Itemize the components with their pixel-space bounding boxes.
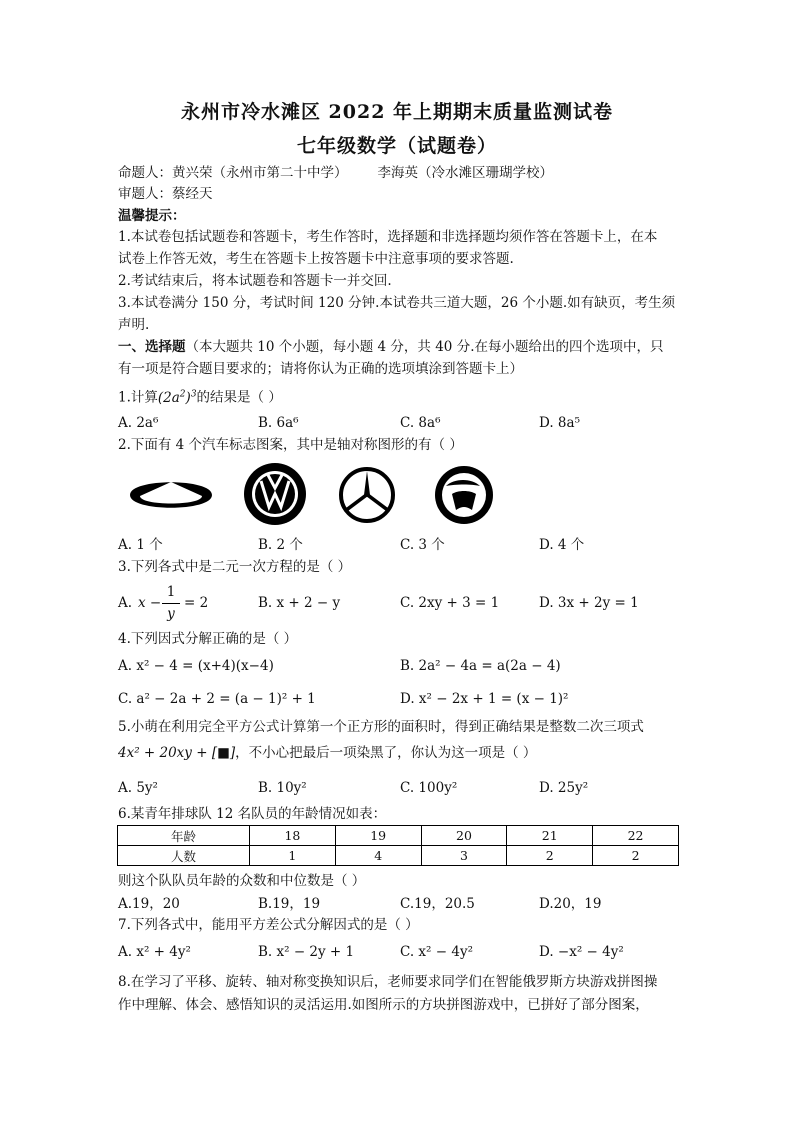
dongfeng-logo-icon: [432, 464, 496, 526]
q1-option-d[interactable]: D. 8a⁵: [539, 415, 580, 431]
q3-option-d[interactable]: D. 3x + 2y = 1: [539, 595, 639, 611]
q3-stem: 3.下列各式中是二元一次方程的是（ ）: [118, 559, 352, 575]
q8-line2: 作中理解、体会、感悟知识的灵活运用.如图所示的方块拼图游戏中，已拼好了部分图案，: [118, 997, 649, 1013]
table-cell: 1: [250, 846, 336, 866]
q3-option-b[interactable]: B. x + 2 − y: [258, 595, 341, 611]
exam-subtitle: 七年级数学（试题卷）: [296, 135, 497, 157]
note-1b: 试卷上作答无效，考生在答题卡上按答题卡中注意事项的要求答题.: [118, 251, 514, 267]
table-cell: 18: [250, 826, 336, 846]
exam-title: 永州市冷水滩区 2022 年上期期末质量监测试卷: [180, 101, 614, 123]
table-cell: 2: [507, 846, 593, 866]
note-3b: 声明.: [118, 317, 150, 333]
q7-option-b[interactable]: B. x² − 2y + 1: [258, 944, 355, 960]
table-cell: 年龄: [118, 826, 250, 846]
table-cell: 人数: [118, 846, 250, 866]
author-line: 命题人：黄兴荣（永州市第二十中学） 李海英（冷水滩区珊瑚学校）: [118, 165, 553, 181]
q1-option-b[interactable]: B. 6a⁶: [258, 415, 299, 431]
q2-stem: 2.下面有 4 个汽车标志图案，其中是轴对称图形的有（ ）: [118, 437, 463, 453]
note-1a: 1.本试卷包括试题卷和答题卡，考生作答时，选择题和非选择题均须作答在答题卡上，在本: [118, 229, 658, 245]
table-cell: 21: [507, 826, 593, 846]
mercedes-logo-icon: [337, 465, 397, 525]
q7-option-c[interactable]: C. x² − 4y²: [400, 944, 473, 960]
q4-option-a[interactable]: A. x² − 4 = (x+4)(x−4): [118, 658, 274, 674]
q4-option-c[interactable]: C. a² − 2a + 2 = (a − 1)² + 1: [118, 691, 316, 707]
q1-expression: $(2a^2)^3$: [157, 389, 197, 406]
table-cell: 3: [421, 846, 507, 866]
q2-option-c[interactable]: C. 3 个: [400, 537, 445, 553]
volkswagen-logo-icon: [242, 461, 308, 527]
q6-option-c[interactable]: C.19，20.5: [400, 896, 475, 912]
q3-option-c[interactable]: C. 2xy + 3 = 1: [400, 595, 500, 611]
table-cell: 2: [593, 846, 679, 866]
q6-option-b[interactable]: B.19，19: [258, 896, 321, 912]
q5-option-a[interactable]: A. 5y²: [118, 780, 158, 796]
q5-option-c[interactable]: C. 100y²: [400, 780, 458, 796]
q6-option-d[interactable]: D.20，19: [539, 896, 602, 912]
q7-stem: 7.下列各式中，能用平方差公式分解因式的是（ ）: [118, 917, 419, 933]
section1-header: 一、选择题（本大题共 10 个小题，每小题 4 分，共 40 分.在每小题给出的四个选项中，只: [118, 339, 664, 355]
note-2: 2.考试结束后，将本试题卷和答题卡一并交回.: [118, 273, 392, 289]
infiniti-logo-icon: [126, 470, 216, 520]
q2-option-d[interactable]: D. 4 个: [539, 537, 585, 553]
q8-line1: 8.在学习了平移、旋转、轴对称变换知识后，老师要求同学们在智能俄罗斯方块游戏拼图操: [118, 974, 658, 990]
section1-desc: 有一项是符合题目要求的；请将你认为正确的选项填涂到答题卡上）: [118, 361, 523, 377]
table-row: [118, 846, 679, 866]
q4-option-d[interactable]: D. x² − 2x + 1 = (x − 1)²: [400, 691, 569, 707]
age-table: [117, 825, 679, 866]
table-row: [118, 826, 679, 846]
q2-option-a[interactable]: A. 1 个: [118, 537, 163, 553]
q1-stem: 1.计算$(2a^2)^3$的结果是（ ）: [118, 389, 282, 406]
q7-option-d[interactable]: D. −x² − 4y²: [539, 944, 624, 960]
q6-stem: 6.某青年排球队 12 名队员的年龄情况如表：: [118, 806, 387, 822]
table-cell: 20: [421, 826, 507, 846]
reviewer-line: 审题人：蔡经天: [118, 186, 213, 202]
exam-page: 永州市冷水滩区 2022 年上期期末质量监测试卷 七年级数学（试题卷） 命题人：黄兴荣（永州市第二十中学） 李海英（冷水滩区珊瑚学校） 审题人：蔡经天 温馨提示： 1.本试卷包括试题卷和答题卡，考生作答时，选择题和非选择题均须作答在答题卡上，在本 试卷上作答无效，考生在答题卡上按答题卡中注意事项的要求答题. 2.考试结束后，将本试题卷和答题卡一并交回. 3.本试卷满分 150 分，考试时间 120 分钟.本试卷共三道大题，26 个小题.如有缺页，考生须 声明. 一、选择题（本大题共 10 个小题，每小题 4 分，共 40 分.在每小题给出的四个选项中，只 有一项是符合题目要求的；请将你认为正确的选项填涂到答题卡上） 1.计算$(2a^2)^3$的结果是（ ） A. 2a⁶ B. 6a⁶ C. 8a⁶ D. 8a⁵ 2.下面有 4 个汽车标志图案，其中是轴对称图形的有（ ） A. 1 个 B. 2 个 C. 3 个 D. 4 个 3.下列各式中是二元一次方程的是（ ） A. x − 1 y = 2 B. x + 2 − y C. 2xy + 3 = 1 D. 3x + 2y = 1 4.下列因式分解正确的是（ ） A. x² − 4 = (x+4)(x−4) B. 2a² − 4a = a(2a − 4) C. a² − 2a + 2 = (a − 1)² + 1 D. x² − 2x + 1 = (x − 1)² 5.小萌在利用完全平方公式计算第一个正方形的面积时，得到正确结果是整数二次三项式 4x² + 20xy + [■]，不小心把最后一项染黑了，你认为这一项是（ ） A. 5y² B. 10y² C. 100y² D. 25y² 6.某青年排球队 12 名队员的年龄情况如表： 年龄 18 19 20 21 22 人数 1 4 3 2 2 则这个队队员年龄的众数和中位数是（ ） A.19，20 B.19，19 C.19，20.5 D.20，19 7.下列各式中，能用平方差公式分解因式的是（ ） A. x² + 4y² B. x² − 2y + 1 C. x² − 4y² D. −x² − 4y² 8.在学习了平移、旋转、轴对称变换知识后，老师要求同学们在智能俄罗斯方块游戏拼图操 作中理解、体会、感悟知识的灵活运用.如图所示的方块拼图游戏中，已拼好了部分图案，: [0, 0, 794, 1123]
q1-option-a[interactable]: A. 2a⁶: [118, 415, 159, 431]
table-cell: 4: [335, 846, 421, 866]
q7-option-a[interactable]: A. x² + 4y²: [118, 944, 191, 960]
q5-option-d[interactable]: D. 25y²: [539, 780, 589, 796]
q5-stem-line2: 4x² + 20xy + [■]，不小心把最后一项染黑了，你认为这一项是（ ）: [118, 745, 537, 761]
q2-option-b[interactable]: B. 2 个: [258, 537, 303, 553]
table-cell: 22: [593, 826, 679, 846]
q1-option-c[interactable]: C. 8a⁶: [400, 415, 441, 431]
q4-option-b[interactable]: B. 2a² − 4a = a(2a − 4): [400, 658, 561, 674]
notes-heading: 温馨提示：: [118, 208, 186, 224]
q5-option-b[interactable]: B. 10y²: [258, 780, 307, 796]
q6-option-a[interactable]: A.19，20: [118, 896, 180, 912]
table-cell: 19: [335, 826, 421, 846]
q6-stem2: 则这个队队员年龄的众数和中位数是（ ）: [118, 873, 366, 889]
note-3a: 3.本试卷满分 150 分，考试时间 120 分钟.本试卷共三道大题，26 个小题.如有缺页，考生须: [118, 295, 676, 311]
q5-stem-line1: 5.小萌在利用完全平方公式计算第一个正方形的面积时，得到正确结果是整数二次三项式: [118, 719, 644, 735]
q4-stem: 4.下列因式分解正确的是（ ）: [118, 631, 298, 647]
